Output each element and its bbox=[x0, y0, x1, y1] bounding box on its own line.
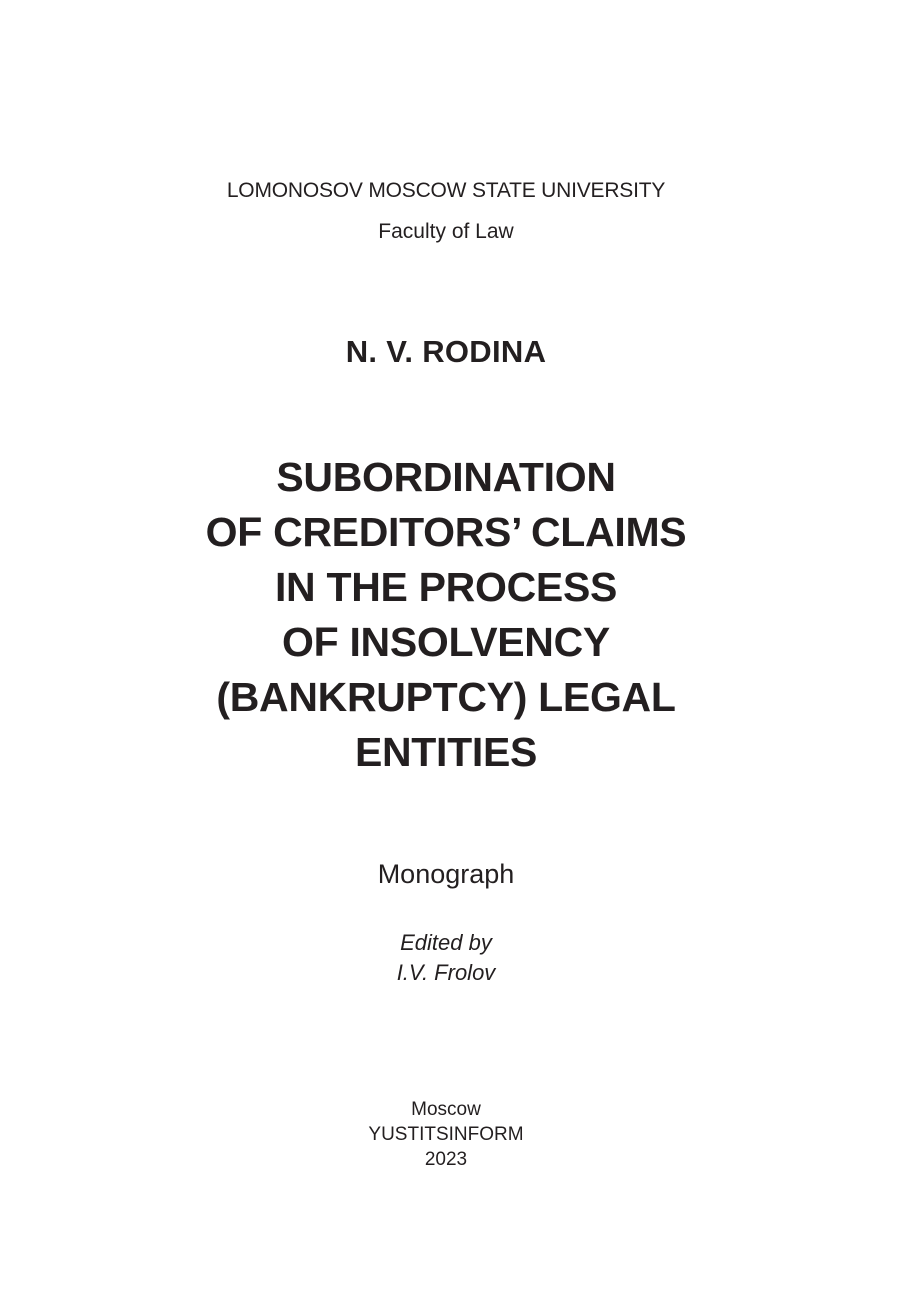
title-line: OF CREDITORS’ CLAIMS bbox=[205, 509, 687, 555]
faculty-name: Faculty of Law bbox=[378, 220, 514, 243]
edited-by-label: Edited by bbox=[400, 930, 492, 955]
title-line: ENTITIES bbox=[354, 729, 538, 775]
university-name: LOMONOSOV MOSCOW STATE UNIVERSITY bbox=[226, 179, 666, 202]
title-line: IN THE PROCESS bbox=[274, 564, 618, 610]
imprint-publisher: YUSTITSINFORM bbox=[368, 1124, 524, 1145]
imprint-city: Moscow bbox=[411, 1099, 481, 1120]
genre-label: Monograph bbox=[377, 859, 515, 889]
imprint-year: 2023 bbox=[424, 1149, 468, 1170]
author-name: N. V. RODINA bbox=[345, 334, 547, 369]
title-line: OF INSOLVENCY bbox=[282, 619, 610, 665]
book-title bbox=[0, 450, 892, 780]
title-line: (BANKRUPTCY) LEGAL bbox=[216, 674, 676, 720]
title-line: SUBORDINATION bbox=[276, 454, 616, 500]
editor-name: I.V. Frolov bbox=[396, 960, 496, 985]
